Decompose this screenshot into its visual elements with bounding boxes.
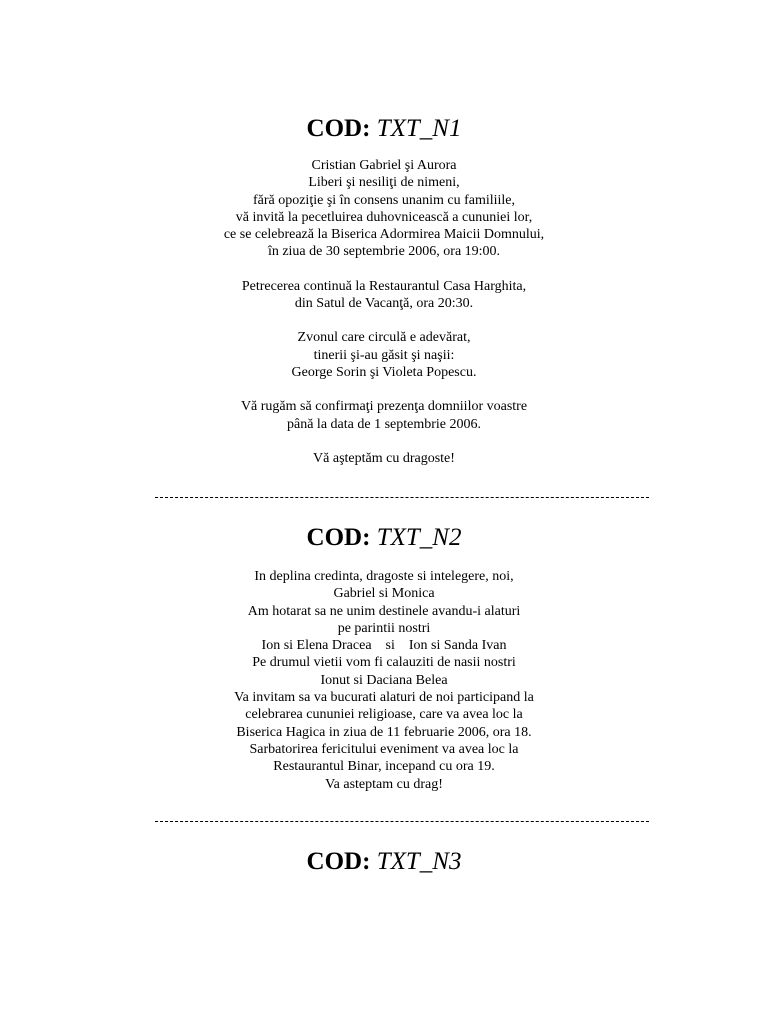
- text-line: ce se celebrează la Biserica Adormirea Maicii Domnului,: [223, 227, 545, 243]
- code-label: COD:: [306, 848, 371, 875]
- section-heading: [0, 847, 768, 877]
- text-line: Gabriel si Monica: [333, 586, 435, 602]
- text-line: Biserica Hagica in ziua de 11 februarie 2006, ora 18.: [236, 724, 532, 740]
- text-line: pe parintii nostri: [337, 620, 431, 636]
- paragraph: [0, 450, 768, 467]
- text-line: Ionut si Daciana Belea: [320, 672, 448, 688]
- text-line: George Sorin şi Violeta Popescu.: [291, 364, 477, 380]
- paragraph: [0, 568, 768, 793]
- invitation-text: [0, 568, 768, 793]
- text-line: Va invitam sa va bucurati alaturi de noi participand la: [234, 690, 534, 706]
- text-line: Liberi şi nesiliţi de nimeni,: [308, 175, 460, 191]
- invitation-section-2: [0, 523, 768, 793]
- paragraph: [0, 157, 768, 261]
- text-line: Zvonul care circulă e adevărat,: [297, 330, 471, 346]
- text-line: în ziua de 30 septembrie 2006, ora 19:00.: [267, 244, 501, 260]
- text-line: Petrecerea continuă la Restaurantul Casa Harghita,: [241, 278, 527, 294]
- invitation-section-1: [0, 114, 768, 467]
- text-line: Ion si Elena Dracea si Ion si Sanda Ivan: [261, 638, 507, 654]
- text-line: In deplina credinta, dragoste si intelegere, noi,: [254, 569, 514, 584]
- dashed-divider: [155, 497, 649, 498]
- text-line: Pe drumul vietii vom fi calauziti de nasii nostri: [252, 655, 516, 671]
- paragraph: [0, 329, 768, 381]
- text-line: Vă aşteptăm cu dragoste!: [313, 450, 455, 466]
- text-line: Restaurantul Binar, incepand cu ora 19.: [273, 759, 495, 775]
- section-heading: [0, 523, 768, 553]
- text-line: Am hotarat sa ne unim destinele avandu-i alaturi: [247, 603, 521, 619]
- dashed-divider: [155, 821, 649, 822]
- code-value: TXT_N1: [376, 115, 462, 142]
- text-line: fără opoziţie şi în consens unanim cu familiile,: [252, 192, 516, 208]
- paragraph: [0, 278, 768, 313]
- code-label: COD:: [306, 524, 371, 551]
- text-line: Va asteptam cu drag!: [325, 776, 443, 792]
- invitation-section-3: [0, 847, 768, 877]
- section-heading: [0, 114, 768, 144]
- text-line: Vă rugăm să confirmaţi prezenţa domniilor voastre: [240, 399, 528, 415]
- paragraph: [0, 398, 768, 433]
- code-label: COD:: [306, 115, 371, 142]
- text-line: din Satul de Vacanţă, ora 20:30.: [294, 296, 474, 312]
- text-line: Cristian Gabriel şi Aurora: [311, 158, 457, 173]
- text-line: tinerii şi-au găsit şi naşii:: [313, 347, 455, 363]
- code-value: TXT_N2: [376, 524, 462, 551]
- text-line: celebrarea cununiei religioase, care va avea loc la: [245, 707, 523, 723]
- text-line: Sarbatorirea fericitului eveniment va avea loc la: [249, 741, 519, 757]
- text-line: vă invită la pecetluirea duhovnicească a cununiei lor,: [235, 209, 533, 225]
- text-line: până la data de 1 septembrie 2006.: [287, 416, 481, 432]
- invitation-text: [0, 157, 768, 467]
- code-value: TXT_N3: [376, 848, 462, 875]
